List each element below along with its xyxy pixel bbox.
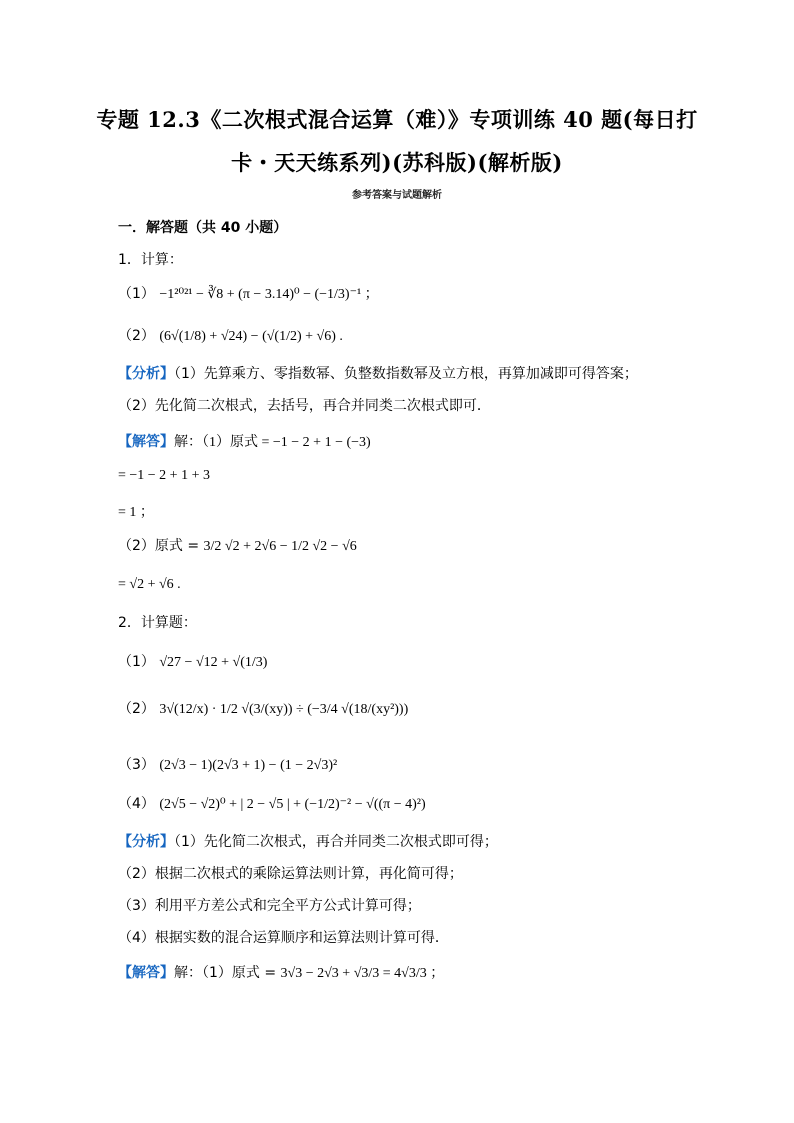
q2-part2-expr: 3√(12/x) · 1/2 √(3/(xy)) ÷ (−3/4 √(18/(xy²))) (159, 702, 409, 717)
q2-solution-1-prefix: 解：（1）原式 = (174, 965, 277, 981)
q1-part2-expr: (6√(1/8) + √24) − (√(1/2) + √6) . (159, 329, 343, 344)
q2-part3-expr: (2√3 − 1)(2√3 + 1) − (1 − 2√3)² (159, 758, 338, 773)
q1-part2 (118, 325, 343, 345)
q1-part1 (118, 283, 379, 303)
q2-part1 (118, 651, 267, 671)
doc-title-line-1: 专题 12.3《二次根式混合运算（难）》专项训练 40 题(每日打 (96, 107, 698, 132)
solution-tag: 【解答】 (118, 434, 174, 450)
q1-analysis-1 (118, 363, 638, 383)
q2-analysis-text-1: （1）先化简二次根式，再合并同类二次根式即可得； (174, 834, 498, 850)
q1-solution-4-expr: 3/2 √2 + 2√6 − 1/2 √2 − √6 (203, 539, 357, 554)
analysis-tag: 【分析】 (118, 366, 174, 382)
q1-part2-prefix: （2） (118, 328, 155, 344)
q2-part4-prefix: （4） (118, 796, 155, 812)
q1-solution-1 (118, 431, 371, 451)
q1-solution-5: = √2 + √6 . (118, 577, 181, 592)
q1-part1-expr: −1²⁰²¹ − ∛8 + (π − 3.14)⁰ − (−1/3)⁻¹ ； (159, 287, 379, 302)
q2-part2 (118, 698, 408, 718)
section-heading: 一．解答题（共 40 小题） (118, 220, 288, 236)
q2-analysis-1 (118, 831, 498, 851)
q1-analysis-text-1: （1）先算乘方、零指数幂、负整数指数幂及立方根，再算加减即可得答案； (174, 366, 638, 382)
q2-analysis-4: （4）根据实数的混合运算顺序和运算法则计算可得． (118, 930, 449, 946)
q2-part3-prefix: （3） (118, 757, 155, 773)
q2-part3 (118, 754, 337, 774)
q1-part1-prefix: （1） (118, 286, 155, 302)
q1-solution-2: = −1 − 2 + 1 + 3 (118, 468, 210, 483)
q2-analysis-3: （3）利用平方差公式和完全平方公式计算可得； (118, 898, 421, 914)
solution-tag: 【解答】 (118, 965, 174, 981)
q2-part4 (118, 793, 426, 813)
q2-solution-1 (118, 962, 444, 982)
q1-label: 1．计算： (118, 252, 183, 268)
q2-part2-prefix: （2） (118, 701, 155, 717)
q2-part1-prefix: （1） (118, 654, 155, 670)
doc-title-line-2: 卡・天天练系列)(苏科版)(解析版) (231, 150, 563, 175)
q2-label: 2．计算题： (118, 615, 197, 631)
analysis-tag: 【分析】 (118, 834, 174, 850)
q1-solution-4-prefix: （2）原式 = (118, 538, 200, 554)
q2-analysis-2: （2）根据二次根式的乘除运算法则计算，再化简可得； (118, 866, 463, 882)
q1-solution-4 (118, 535, 357, 555)
q2-part1-expr: √27 − √12 + √(1/3) (159, 655, 268, 670)
q1-solution-3: = 1 ； (118, 505, 154, 520)
q1-solution-text-1: 解：（1）原式 = −1 − 2 + 1 − (−3) (174, 435, 371, 450)
q2-solution-1-expr: 3√3 − 2√3 + √3/3 = 4√3/3 ； (280, 966, 445, 981)
q2-part4-expr: (2√5 − √2)⁰ + | 2 − √5 | + (−1/2)⁻² − √((π − 4)²) (159, 797, 426, 812)
q1-analysis-2: （2）先化简二次根式，去括号，再合并同类二次根式即可． (118, 398, 491, 414)
doc-subtitle: 参考答案与试题解析 (352, 190, 442, 201)
